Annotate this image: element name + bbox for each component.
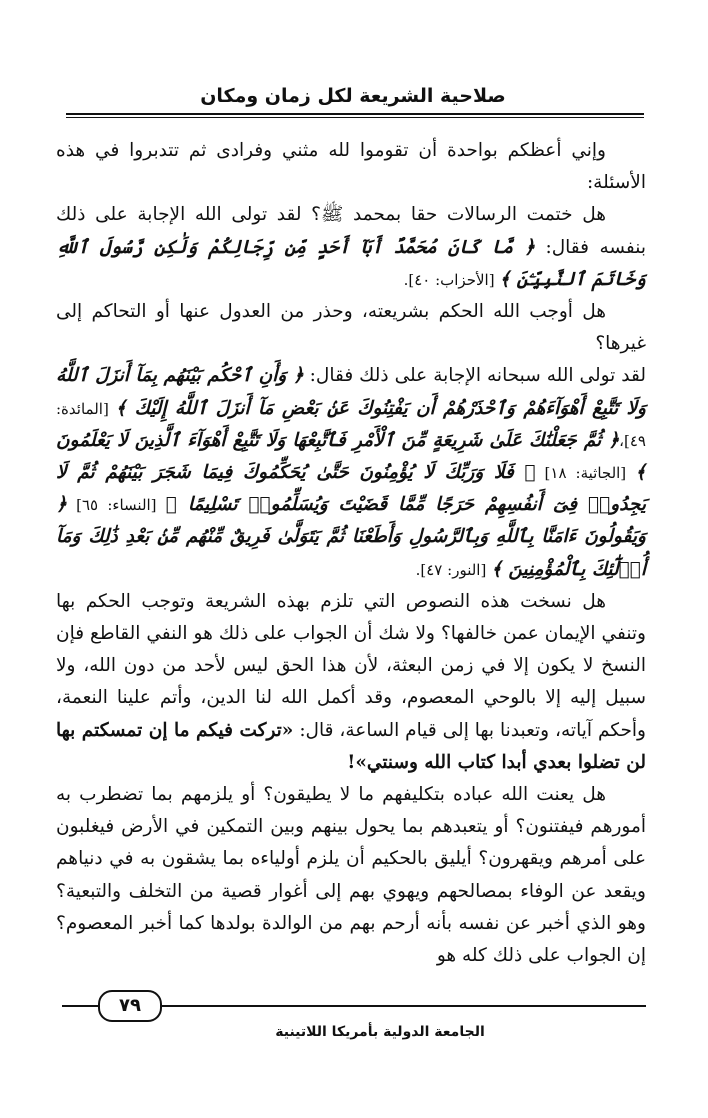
verse-reference-nisa: [النساء: ٦٥] [66, 496, 166, 515]
paragraph-2 [56, 199, 646, 296]
quran-verse-ahzab: ﴿ مَّا كَانَ مُحَمَّدٌ أَبَآ أَحَدٍ مِّن رِّجَالِكُمْ وَلَٰكِن رَّسُولَ ٱللَّهِ وَخَاتَمَ ٱلنَّبِيِّـۧنَ ﴾ [56, 236, 646, 290]
paragraph-2-text: هل ختمت الرسالات حقا بمحمد ﷺ؟ لقد تولى الله الإجابة على ذلك بنفسه فقال: [56, 204, 646, 258]
verse-reference-ahzab: [الأحزاب: ٤٠]. [403, 270, 500, 289]
quran-verse-nisa: ﴿ فَلَا وَرَبِّكَ لَا يُؤْمِنُونَ حَتَّىٰ يُحَكِّمُوكَ فِيمَا شَجَرَ بَيْنَهُمْ ثُمَّ لَا يَجِدُوا۟ فِىٓ أَنفُسِهِمْ حَرَجًا مِّمَّا قَضَيْتَ وَيُسَلِّمُوا۟ تَسْلِيمًا ﴾ [56, 462, 646, 516]
paragraph-4 [56, 360, 646, 585]
verse-reference-maidah: [المائدة: ٤٩]، [56, 399, 646, 450]
hadith-quote: «تركت فيكم ما إن تمسكتم بها لن تضلوا بعدي أبدا كتاب الله وسنتي»! [56, 719, 646, 773]
header-rule [66, 113, 644, 115]
header-rule-thin [66, 117, 644, 118]
paragraph-1: وإني أعظكم بواحدة أن تقوموا لله مثني وفرادى ثم تتدبروا في هذه الأسئلة: [56, 140, 646, 194]
paragraph-4-text: لقد تولى الله سبحانه الإجابة على ذلك فقال: [303, 365, 646, 387]
paragraph-5 [56, 586, 646, 779]
page-number: ٧٩ [98, 990, 162, 1022]
quran-verse-maidah: ﴿ وَأَنِ ٱحْكُم بَيْنَهُم بِمَآ أَنزَلَ ٱللَّهُ وَلَا تَتَّبِعْ أَهْوَآءَهُمْ وَٱحْذَرْهُمْ أَن يَفْتِنُوكَ عَنۢ بَعْضِ مَآ أَنزَلَ ٱللَّهُ إِلَيْكَ ﴾ [56, 365, 646, 419]
body-text [56, 135, 646, 972]
verse-reference-nur: [النور: ٤٧]. [415, 560, 492, 579]
quran-verse-jathiyah: ﴿ ثُمَّ جَعَلْنَٰكَ عَلَىٰ شَرِيعَةٍ مِّنَ ٱلْأَمْرِ فَٱتَّبِعْهَا وَلَا تَتَّبِعْ أَهْوَآءَ ٱلَّذِينَ لَا يَعْلَمُونَ ﴾ [56, 429, 646, 484]
paragraph-6: هل يعنت الله عباده بتكليفهم ما لا يطيقون؟ أو يلزمهم بما تضطرب به أمورهم فيفتنون؟ أو يتعبدهم بما يحول بينهم وبين التمكين في الأرض فيغلبون على أمرهم ويقهرون؟ أيليق بالحكيم أن يلزم أولياءه بما يشقون به في دنياهم ويقعد عن الوفاء بمصالحهم ويهوي بهم إلى أغوار قصية من التخلف والتبعية؟ وهو الذي أخبر عن نفسه بأنه أرحم بهم من الوالدة بولدها كما أخبر المعصوم؟ إن الجواب على ذلك كله هو [56, 784, 646, 967]
paragraph-3: هل أوجب الله الحكم بشريعته، وحذر من العدول عنها أو التحاكم إلى غيرها؟ [56, 301, 646, 355]
publisher-label: الجامعة الدولية بأمريكا اللاتينية [275, 1024, 485, 1040]
verse-reference-jathiyah: [الجاثية: ١٨] [535, 464, 636, 483]
quran-verse-nur: ﴿ وَيَقُولُونَ ءَامَنَّا بِٱللَّهِ وَبِٱلرَّسُولِ وَأَطَعْنَا ثُمَّ يَتَوَلَّىٰ فَرِيقٌ مِّنْهُم مِّنۢ بَعْدِ ذَٰلِكَ وَمَآ أُو۟لَٰٓئِكَ بِٱلْمُؤْمِنِينَ ﴾ [56, 494, 646, 580]
paragraph-5-text: هل نسخت هذه النصوص التي تلزم بهذه الشريعة وتوجب الحكم بها وتنفي الإيمان عمن خالفها؟ ولا شك أن الجواب على ذلك هو النفي القاطع فإن النسخ لا يكون إلا في زمن البعثة، لأن هذا الحق ليس لأحد من دون الله، ولا سبيل إليه إلا بالوحي المعصوم، وقد أكمل الله لنا الدين، وأتم علينا النعمة، وأحكم آياته، وتعبدنا بها إلى قيام الساعة، قال: [56, 590, 646, 741]
running-title: صلاحية الشريعة لكل زمان ومكان [200, 85, 506, 107]
